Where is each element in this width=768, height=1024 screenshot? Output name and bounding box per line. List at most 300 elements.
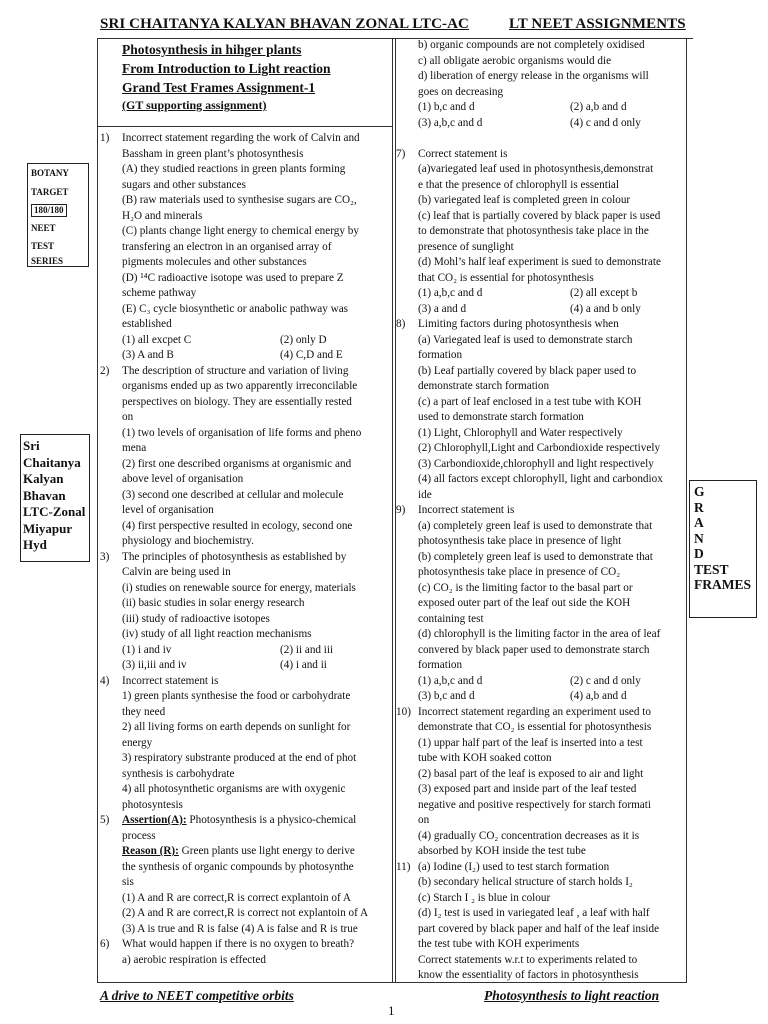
question-text <box>418 193 630 209</box>
question-text-content: tube with KOH soaked cotton <box>418 752 552 764</box>
question-line <box>396 658 686 674</box>
question-text-content: Photosynthesis is a physico-chemical <box>186 814 357 826</box>
question-number: 4) <box>100 674 110 687</box>
question-text-content: transfering an electron in an organised array of <box>122 240 332 253</box>
question-number: 6) <box>100 938 110 950</box>
question-text-content: sugars and other substances <box>122 178 246 191</box>
question-line <box>396 767 686 783</box>
question-number: 3) <box>100 550 110 563</box>
question-text-content: a) aerobic respiration is effected <box>122 953 266 966</box>
question-text <box>122 751 356 767</box>
question-text-content: presence of sunglight <box>418 240 514 253</box>
question-text <box>418 224 649 240</box>
question-text-content: b) organic compounds are not completely oxidised <box>418 39 645 51</box>
question-text-content: What would happen if there is no oxygen to breath? <box>122 938 355 950</box>
question-line <box>396 69 686 85</box>
question-line <box>396 209 686 225</box>
title-line-4: (GT supporting assignment) <box>122 98 267 112</box>
question-text <box>122 674 218 690</box>
question-text <box>122 922 358 938</box>
question-line <box>100 364 390 380</box>
question-text-content: (1) two levels of organisation of life forms and pheno <box>122 426 362 439</box>
question-line <box>396 829 686 845</box>
question-text <box>122 147 303 163</box>
question-text <box>122 534 254 550</box>
question-line <box>396 131 686 147</box>
question-text-content: convered by black paper used to demonstrate starch <box>418 643 650 656</box>
question-text-content: (3) Carbondioxide,chlorophyll and light respectively <box>418 457 654 470</box>
question-text <box>418 767 643 783</box>
question-line <box>396 813 686 829</box>
answer-option: (3) A and B <box>122 349 174 361</box>
question-text <box>418 658 462 674</box>
question-line <box>100 782 390 798</box>
question-text-content: (d) chlorophyll is the limiting factor in the area of leaf <box>418 628 661 640</box>
question-text <box>418 348 462 364</box>
question-text <box>418 953 637 969</box>
question-line <box>100 689 390 705</box>
answer-option: (3) a and d <box>418 302 467 315</box>
title-divider <box>97 126 393 127</box>
title-line-3: Grand Test Frames Assignment-1 <box>122 80 316 95</box>
question-line <box>100 488 390 504</box>
question-line <box>396 333 686 349</box>
question-text <box>122 395 352 411</box>
question-line <box>396 426 686 442</box>
question-line <box>396 612 686 628</box>
question-text <box>418 395 641 411</box>
question-text-content: (a)variegated leaf used in photosynthesis,demonstrat <box>418 163 654 175</box>
question-text <box>418 333 632 349</box>
question-line <box>396 302 686 318</box>
question-text <box>418 162 653 178</box>
question-number: 8) <box>396 318 406 330</box>
question-text-content: absorbed by KOH inside the test tube <box>418 845 586 857</box>
question-line <box>100 627 390 643</box>
question-text <box>122 767 234 783</box>
footer-tagline: A drive to NEET competitive orbits <box>100 988 294 1003</box>
question-text-content: (2) basal part of the leaf is exposed to air and light <box>418 767 644 780</box>
question-text-content: d) liberation of energy release in the organisms will <box>418 70 649 82</box>
question-text <box>122 488 343 504</box>
question-text <box>122 906 368 922</box>
question-line <box>396 178 686 194</box>
question-text <box>122 844 355 860</box>
question-line <box>100 798 390 814</box>
question-number: 7) <box>396 147 406 160</box>
question-text <box>122 891 351 907</box>
question-text-content: ide <box>418 488 432 501</box>
question-line <box>396 503 686 519</box>
question-text <box>122 596 304 612</box>
question-line <box>396 147 686 163</box>
question-text-content: part covered by black paper and half of the leaf inside <box>418 922 660 935</box>
question-line <box>396 689 686 705</box>
title-line-2: From Introduction to Light reaction <box>122 61 331 76</box>
question-text-content: (ii) basic studies in solar energy research <box>122 597 305 609</box>
question-text <box>418 534 621 550</box>
question-text <box>418 581 633 597</box>
question-text-content: that CO₂ is essential for photosynthesis <box>418 271 594 284</box>
question-text-content: 3) respiratory substrante produced at the end of phot <box>122 752 357 764</box>
question-text <box>418 69 649 85</box>
question-line <box>396 162 686 178</box>
question-line <box>100 302 390 318</box>
right-question-column <box>396 38 686 984</box>
answer-option: (2) all except b <box>570 287 638 299</box>
question-line <box>396 596 686 612</box>
question-text <box>122 317 172 333</box>
question-line <box>100 209 390 225</box>
question-line <box>100 860 390 876</box>
question-text <box>418 426 623 442</box>
question-text <box>122 178 246 194</box>
question-text <box>122 364 348 380</box>
question-text-content: (c) CO₂ is the limiting factor to the basal part or <box>418 581 633 594</box>
question-text <box>418 503 514 519</box>
question-text <box>418 627 660 643</box>
question-line <box>100 674 390 690</box>
question-text <box>418 643 649 659</box>
question-line <box>100 612 390 628</box>
question-text-content: pigments molecules and other substances <box>122 256 307 268</box>
question-line <box>396 519 686 535</box>
question-text-content: process <box>122 829 156 842</box>
question-text <box>418 457 654 473</box>
question-text <box>418 860 609 876</box>
question-text <box>122 736 152 752</box>
question-line <box>100 178 390 194</box>
question-text <box>122 875 134 891</box>
question-text-content: The description of structure and variation of living <box>122 364 349 377</box>
question-text-content: demonstrate that CO₂ is essential for photosynthesis <box>418 721 652 733</box>
question-text <box>122 255 307 271</box>
question-line <box>396 937 686 953</box>
question-line <box>396 286 686 302</box>
answer-option: (4) c and d only <box>570 116 641 129</box>
question-text <box>122 565 231 581</box>
question-text <box>418 472 663 488</box>
question-text-content: sis <box>122 876 134 888</box>
left-question-column <box>100 131 390 968</box>
question-line <box>396 364 686 380</box>
question-text-content: (i) studies on renewable source for energy, materials <box>122 581 356 594</box>
question-line <box>100 937 390 953</box>
answer-option: (1) i and iv <box>122 643 172 656</box>
question-text <box>418 271 594 287</box>
question-text <box>418 596 630 612</box>
question-text-content: The principles of photosynthesis as established by <box>122 550 347 563</box>
grand-test-line: D <box>694 546 704 561</box>
frame-right-rule <box>686 38 687 982</box>
question-line <box>100 813 390 829</box>
question-text <box>122 162 345 178</box>
question-text <box>418 720 651 736</box>
question-text-content: Incorrect statement is <box>122 674 219 687</box>
question-text <box>122 581 356 597</box>
question-text-content: exposed outer part of the leaf out side the KOH <box>418 597 631 609</box>
question-text <box>122 550 346 566</box>
question-line <box>396 550 686 566</box>
question-line <box>100 286 390 302</box>
question-text <box>122 798 183 814</box>
question-line <box>396 193 686 209</box>
question-line <box>396 348 686 364</box>
question-line <box>396 751 686 767</box>
question-line <box>100 550 390 566</box>
page-number: 1 <box>388 1003 395 1018</box>
question-text <box>418 751 552 767</box>
question-text-content: photosynthesis take place in presence of CO₂ <box>418 566 621 578</box>
question-line <box>100 317 390 333</box>
question-line <box>396 565 686 581</box>
answer-option: (3) ii,iii and iv <box>122 659 187 671</box>
question-text-content: (a) Iodine (I₂) used to test starch formation <box>418 860 610 873</box>
question-line <box>100 736 390 752</box>
question-number: 2) <box>100 364 110 377</box>
institute-line: Hyd <box>23 537 47 552</box>
question-text-content: c) all obligate aerobic organisms would die <box>418 54 612 67</box>
question-line <box>396 116 686 132</box>
question-text-content: Calvin are being used in <box>122 566 231 578</box>
answer-option: (1) a,b,c and d <box>418 287 483 299</box>
question-line <box>100 596 390 612</box>
question-line <box>396 782 686 798</box>
question-text-content: demonstrate starch formation <box>418 380 550 392</box>
question-text <box>122 209 202 225</box>
question-text-content: formation <box>418 659 463 671</box>
question-text <box>418 565 620 581</box>
question-line <box>396 860 686 876</box>
question-text-content: (c) Starch I ₂ is blue in colour <box>418 891 551 904</box>
question-text <box>418 317 619 333</box>
neet-label: NEET <box>31 223 56 233</box>
question-line <box>100 395 390 411</box>
question-line <box>100 503 390 519</box>
header-assignment: LT NEET ASSIGNMENTS <box>509 16 686 32</box>
question-text <box>122 379 357 395</box>
question-line <box>100 240 390 256</box>
question-text-content: (C) plants change light energy to chemical energy by <box>122 225 359 237</box>
question-text-content: (1) uppar half part of the leaf is inserted into a test <box>418 736 643 749</box>
question-text-content: established <box>122 318 172 330</box>
question-text-content: the test tube with KOH experiments <box>418 938 580 950</box>
grand-test-line: R <box>694 499 704 515</box>
question-text <box>122 860 354 876</box>
question-text <box>418 38 645 54</box>
question-line <box>100 333 390 349</box>
question-text-content: (E) C₃ cycle biosynthetic or anabolic pathway was <box>122 302 349 315</box>
question-line <box>100 829 390 845</box>
question-text <box>418 782 636 798</box>
question-text <box>122 193 357 209</box>
question-text <box>418 441 660 457</box>
title-block <box>122 40 390 114</box>
question-text <box>418 54 611 70</box>
question-text-content: (b) variegated leaf is completed green in colour <box>418 194 631 206</box>
question-text-content: (3) exposed part and inside part of the leaf tested <box>418 783 637 795</box>
question-text <box>122 720 350 736</box>
question-text <box>122 705 165 721</box>
answer-option: (1) b,c and d <box>418 101 475 113</box>
institute-line: Bhavan <box>23 487 66 503</box>
question-line <box>100 147 390 163</box>
question-text <box>122 612 270 628</box>
answer-option: (1) a,b,c and d <box>418 674 483 687</box>
test-series-label: TEST SERIES <box>31 241 64 266</box>
question-text <box>418 379 549 395</box>
question-text <box>418 550 653 566</box>
header-institute: SRI CHAITANYA KALYAN BHAVAN ZONAL LTC-AC <box>100 16 469 32</box>
question-text-content: (iv) study of all light reaction mechanisms <box>122 628 312 640</box>
question-text-content: photosynthesis take place in presence of light <box>418 535 622 547</box>
question-text-content: (iii) study of radioactive isotopes <box>122 612 270 625</box>
question-text <box>122 457 351 473</box>
score-badge: 180/180 <box>31 204 67 217</box>
question-line <box>100 162 390 178</box>
question-text <box>418 209 660 225</box>
question-line <box>396 534 686 550</box>
question-text <box>122 472 243 488</box>
question-text <box>122 224 359 240</box>
question-text-content: H₂O and minerals <box>122 209 203 222</box>
question-line <box>100 720 390 736</box>
question-text-content: e that the presence of chlorophyll is essential <box>418 178 619 191</box>
question-line <box>396 736 686 752</box>
question-text-content: containing test <box>418 612 484 625</box>
question-text-content: on <box>418 814 430 826</box>
question-text <box>122 426 361 442</box>
question-line <box>396 472 686 488</box>
question-line <box>100 519 390 535</box>
question-text <box>122 937 354 953</box>
institute-line: LTC-Zonal <box>23 504 86 519</box>
question-line <box>100 193 390 209</box>
question-text <box>418 705 651 721</box>
question-line <box>100 767 390 783</box>
question-text <box>122 441 146 457</box>
question-text <box>418 364 636 380</box>
botany-target-box <box>27 163 89 267</box>
answer-option: (4) i and ii <box>280 659 327 671</box>
question-text-content: photosyntesis <box>122 798 183 811</box>
question-text-content: negative and positive respectively for starch formati <box>418 798 651 811</box>
question-text <box>122 689 350 705</box>
label-emphasis: Assertion(A): <box>122 814 187 826</box>
question-text-content: (2) first one described organisms at organismic and <box>122 457 352 470</box>
question-line <box>100 875 390 891</box>
question-line <box>100 224 390 240</box>
question-line <box>100 751 390 767</box>
question-line <box>396 85 686 101</box>
question-line <box>396 255 686 271</box>
question-text-content: Incorrect statement regarding an experiment used to <box>418 705 651 718</box>
question-line <box>396 395 686 411</box>
grand-test-line: FRAMES <box>694 577 751 592</box>
question-text-content: (4) first perspective resulted in ecology, second one <box>122 519 353 532</box>
question-text-content: scheme pathway <box>122 287 197 299</box>
question-line <box>396 317 686 333</box>
question-number: 1) <box>100 132 110 144</box>
question-line <box>396 720 686 736</box>
answer-option: (4) a and b only <box>570 302 641 315</box>
botany-label: BOTANY <box>31 168 69 178</box>
title-line-1: Photosynthesis in hihger plants <box>122 42 302 57</box>
grand-test-line: G <box>694 484 705 499</box>
question-text-content: organisms ended up as two apparently irreconcilable <box>122 380 358 392</box>
question-text-content: (a) Variegated leaf is used to demonstrate starch <box>418 333 633 346</box>
question-line <box>100 844 390 860</box>
question-line <box>100 255 390 271</box>
question-text-content: physiology and biochemistry. <box>122 535 254 547</box>
question-text-content: know the essentiality of factors in photosynthesis <box>418 969 639 981</box>
grand-test-line: N <box>694 530 704 546</box>
question-line <box>396 240 686 256</box>
question-text-content: Incorrect statement is <box>418 504 515 516</box>
question-text <box>418 612 484 628</box>
question-text <box>418 798 651 814</box>
question-text-content: Incorrect statement regarding the work of Calvin and <box>122 132 360 144</box>
question-text-content: Correct statement is <box>418 147 508 160</box>
question-text-content: goes on decreasing <box>418 85 504 98</box>
question-text-content: above level of organisation <box>122 473 244 485</box>
question-text-content: formation <box>418 349 463 361</box>
question-text-content: Limiting factors during photosynthesis when <box>418 318 619 330</box>
question-text <box>122 240 331 256</box>
frame-left-rule <box>97 38 98 982</box>
institute-line: Sri <box>23 438 40 453</box>
question-text-content: (4) all factors except chlorophyll, light and carbondiox <box>418 473 663 485</box>
question-text-content: (b) Leaf partially covered by black paper used to <box>418 364 637 377</box>
question-text <box>418 736 643 752</box>
question-line <box>396 100 686 116</box>
question-text <box>122 286 196 302</box>
question-text-content: level of organisation <box>122 504 214 516</box>
question-number: 11) <box>396 860 411 873</box>
question-line <box>100 565 390 581</box>
question-text-content: (c) a part of leaf enclosed in a test tube with KOH <box>418 395 642 408</box>
label-emphasis: Reason (R): <box>122 845 179 857</box>
question-text <box>122 782 346 798</box>
question-line <box>396 410 686 426</box>
question-text <box>418 844 586 860</box>
question-text-content: (2) Chlorophyll,Light and Carbondioxide respectively <box>418 442 661 454</box>
question-text-content: (4) gradually CO₂ concentration decreases as it is <box>418 829 640 842</box>
question-line <box>396 953 686 969</box>
question-text <box>418 178 619 194</box>
question-line <box>396 581 686 597</box>
institute-box <box>20 434 90 562</box>
question-line <box>396 379 686 395</box>
question-line <box>100 426 390 442</box>
question-text-content: (A) they studied reactions in green plants forming <box>122 163 346 175</box>
answer-option: (2) ii and iii <box>280 643 334 656</box>
answer-option: (4) a,b and d <box>570 690 627 702</box>
question-text-content: (b) completely green leaf is used to demonstrate that <box>418 550 653 563</box>
answer-option: (3) a,b,c and d <box>418 116 483 129</box>
answer-option: (2) c and d only <box>570 674 641 687</box>
question-text <box>122 627 312 643</box>
question-line <box>100 922 390 938</box>
question-text <box>418 891 550 907</box>
footer-topic: Photosynthesis to light reaction <box>484 988 660 1003</box>
question-line <box>100 953 390 969</box>
question-text-content: Correct statements w.r.t to experiments related to <box>418 953 638 966</box>
question-text <box>418 906 650 922</box>
question-line <box>100 472 390 488</box>
question-text-content: (3) A is true and R is false (4) A is false and R is true <box>122 922 358 935</box>
question-line <box>100 410 390 426</box>
